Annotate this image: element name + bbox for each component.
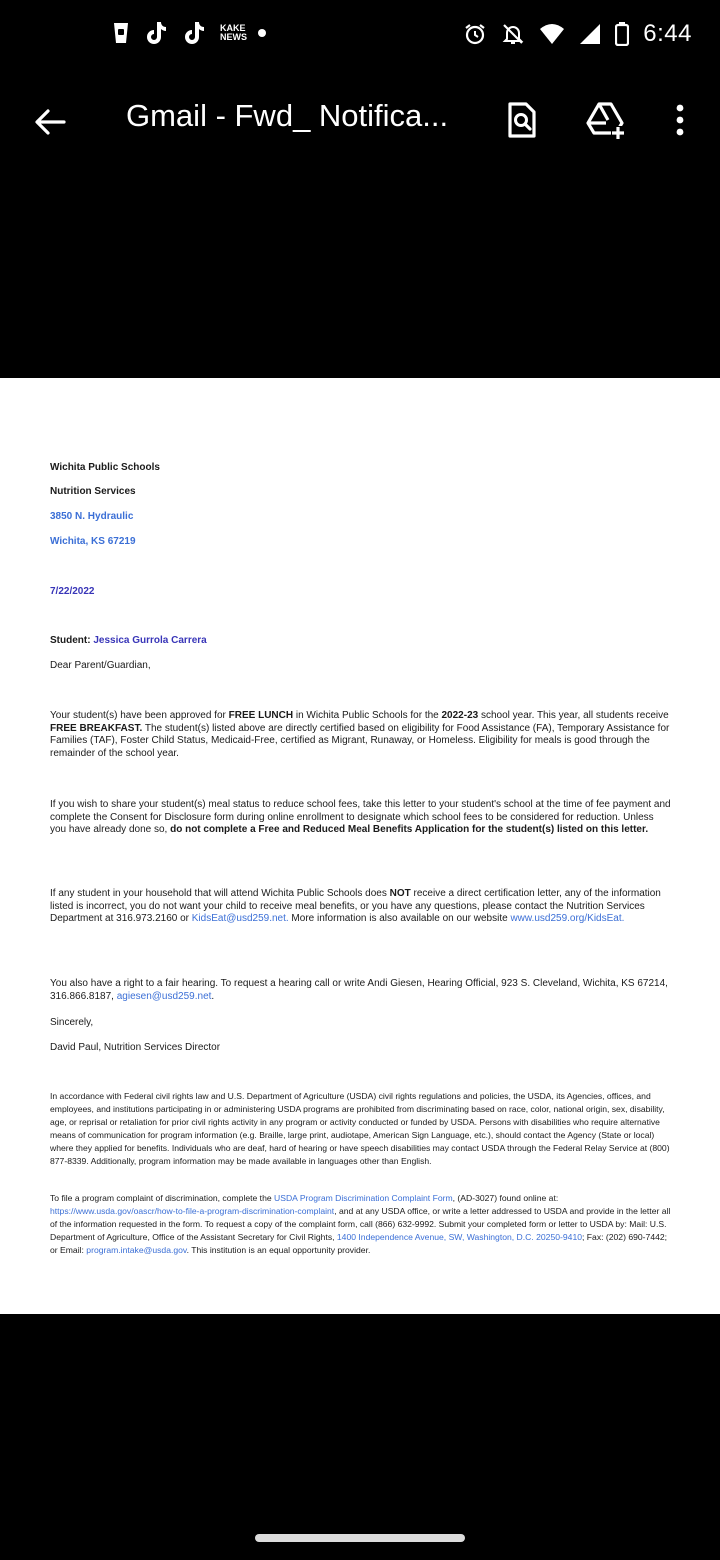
greeting: Dear Parent/Guardian, [50, 660, 151, 671]
org-name: Wichita Public Schools [50, 462, 160, 473]
student-name: Jessica Gurrola Carrera [93, 635, 207, 646]
system-icons [463, 20, 692, 48]
battery-icon [615, 22, 629, 46]
back-arrow-icon[interactable] [28, 100, 72, 144]
news-icon: KAKE NEWS [220, 23, 247, 42]
paragraph-fees: If you wish to share your student(s) meal status to reduce school fees, take this letter to your student's school at the time of fee payment and complete the Consent for Disclosure form during online enrollment to designate which school fees to be considered for reduction. Unless you have already done so, do not complete a Free and Reduced Meal Benefits Application for the student(s) listed on this letter. [50, 799, 671, 835]
complaint-statement: To file a program complaint of discrimination, complete the USDA Program Discrimination Complaint Form, (AD-3027) found online at: https://www.usda.gov/oascr/how-to-file-a-program-discrimination-complaint, and at any USDA office, or write a letter addressed to USDA and provide in the letter all of the information requested in the form. To request a copy of the complaint form, call (866) 632-9992. Submit your completed form or letter to USDA by: Mail: U.S. Department of Agriculture, Office of the Assistant Secretary for Civil Rights, 1400 Independence Avenue, SW, Washington, D.C. 20250-9410; Fax: (202) 690-7442; or Email: program.intake@usda.gov. This institution is an equal opportunity provider. [50, 1193, 671, 1255]
paragraph-approval: Your student(s) have been approved for FREE LUNCH in Wichita Public Schools for the 2022-23 school year. This year, all students receive FREE BREAKFAST. The student(s) listed above are directly certified based on eligibility for Food Assistance (FA), Temporary Assistance for Families (TAF), Foster Child Status, Medicaid-Free, certified as Migrant, Runaway, or Homeless. Eligibility for meals is good through the remainder of the school year. [50, 710, 670, 759]
notification-icons [112, 20, 266, 46]
alarm-icon [463, 22, 487, 46]
tiktok-icon [182, 20, 206, 46]
wifi-icon [539, 23, 565, 45]
dot-icon [258, 29, 266, 37]
document-title: Gmail - Fwd_ Notifica... [126, 98, 449, 133]
clock: 6:44 [643, 20, 692, 47]
tiktok-icon [144, 20, 168, 46]
website-link[interactable]: www.usd259.org/KidsEat. [510, 913, 625, 924]
paragraph-contact: If any student in your household that will attend Wichita Public Schools does NOT receive a direct certification letter, any of the information listed is incorrect, you do not want your child to receive meal benefits, or you have any questions, please contact the Nutrition Services Department at 316.973.2160 or KidsEat@usd259.net. More information is also available on our website www.usd259.org/KidsEat. [50, 888, 661, 924]
street-address: 3850 N. Hydraulic [50, 511, 134, 522]
complaint-form-link[interactable]: USDA Program Discrimination Complaint Form [274, 1193, 453, 1203]
cup-icon [112, 21, 130, 45]
student-line [50, 635, 207, 648]
civil-rights-statement: In accordance with Federal civil rights law and U.S. Department of Agriculture (USDA) civil rights regulations and policies, the USDA, its Agencies, offices, and employees, and institutions participating in or administering USDA programs are prohibited from discriminating based on race, color, national origin, sex, disability, age, or reprisal or retaliation for prior civil rights activity in any program or activity conducted or funded by USDA. Persons with disabilities who require alternative means of communication for program information (e.g. Braille, large print, audiotape, American Sign Language, etc.), should contact the Agency (State or local) where they applied for benefits. Individuals who are deaf, hard of hearing or have speech disabilities may contact USDA through the Federal Relay Service at (800) 877-8339. Additionally, program information may be made available in languages other than English. [50, 1091, 670, 1166]
signal-icon [579, 23, 601, 45]
app-bar [0, 80, 720, 160]
hearing-email-link[interactable]: agiesen@usd259.net [116, 990, 212, 1002]
student-label: Student: [50, 635, 91, 646]
status-bar [0, 0, 720, 72]
complaint-url-link[interactable]: https://www.usda.gov/oascr/how-to-file-a-program-discrimination-complaint [50, 1206, 335, 1216]
paragraph-hearing: You also have a right to a fair hearing. To request a hearing call or write Andi Giesen, Hearing Official, 923 S. Cleveland, Wichita, KS 67214, 316.866.8187, agiesen@usd259.net. [50, 978, 668, 1002]
find-in-page-icon[interactable] [500, 98, 544, 142]
notifications-off-icon [501, 22, 525, 46]
letter-date: 7/22/2022 [50, 586, 95, 597]
email-link[interactable]: KidsEat@usd259.net. [191, 913, 289, 924]
signature: David Paul, Nutrition Services Director [50, 1042, 221, 1053]
pdf-page[interactable] [0, 378, 720, 1314]
more-vert-icon[interactable] [658, 98, 702, 142]
usda-email-link[interactable]: program.intake@usda.gov [86, 1245, 187, 1255]
home-indicator[interactable] [255, 1534, 465, 1542]
usda-address: 1400 Independence Avenue, SW, Washington, D.C. 20250-9410 [336, 1232, 583, 1242]
add-to-drive-icon[interactable] [584, 98, 628, 142]
department: Nutrition Services [50, 486, 136, 497]
closing: Sincerely, [50, 1017, 94, 1028]
city-address: Wichita, KS 67219 [50, 536, 136, 547]
